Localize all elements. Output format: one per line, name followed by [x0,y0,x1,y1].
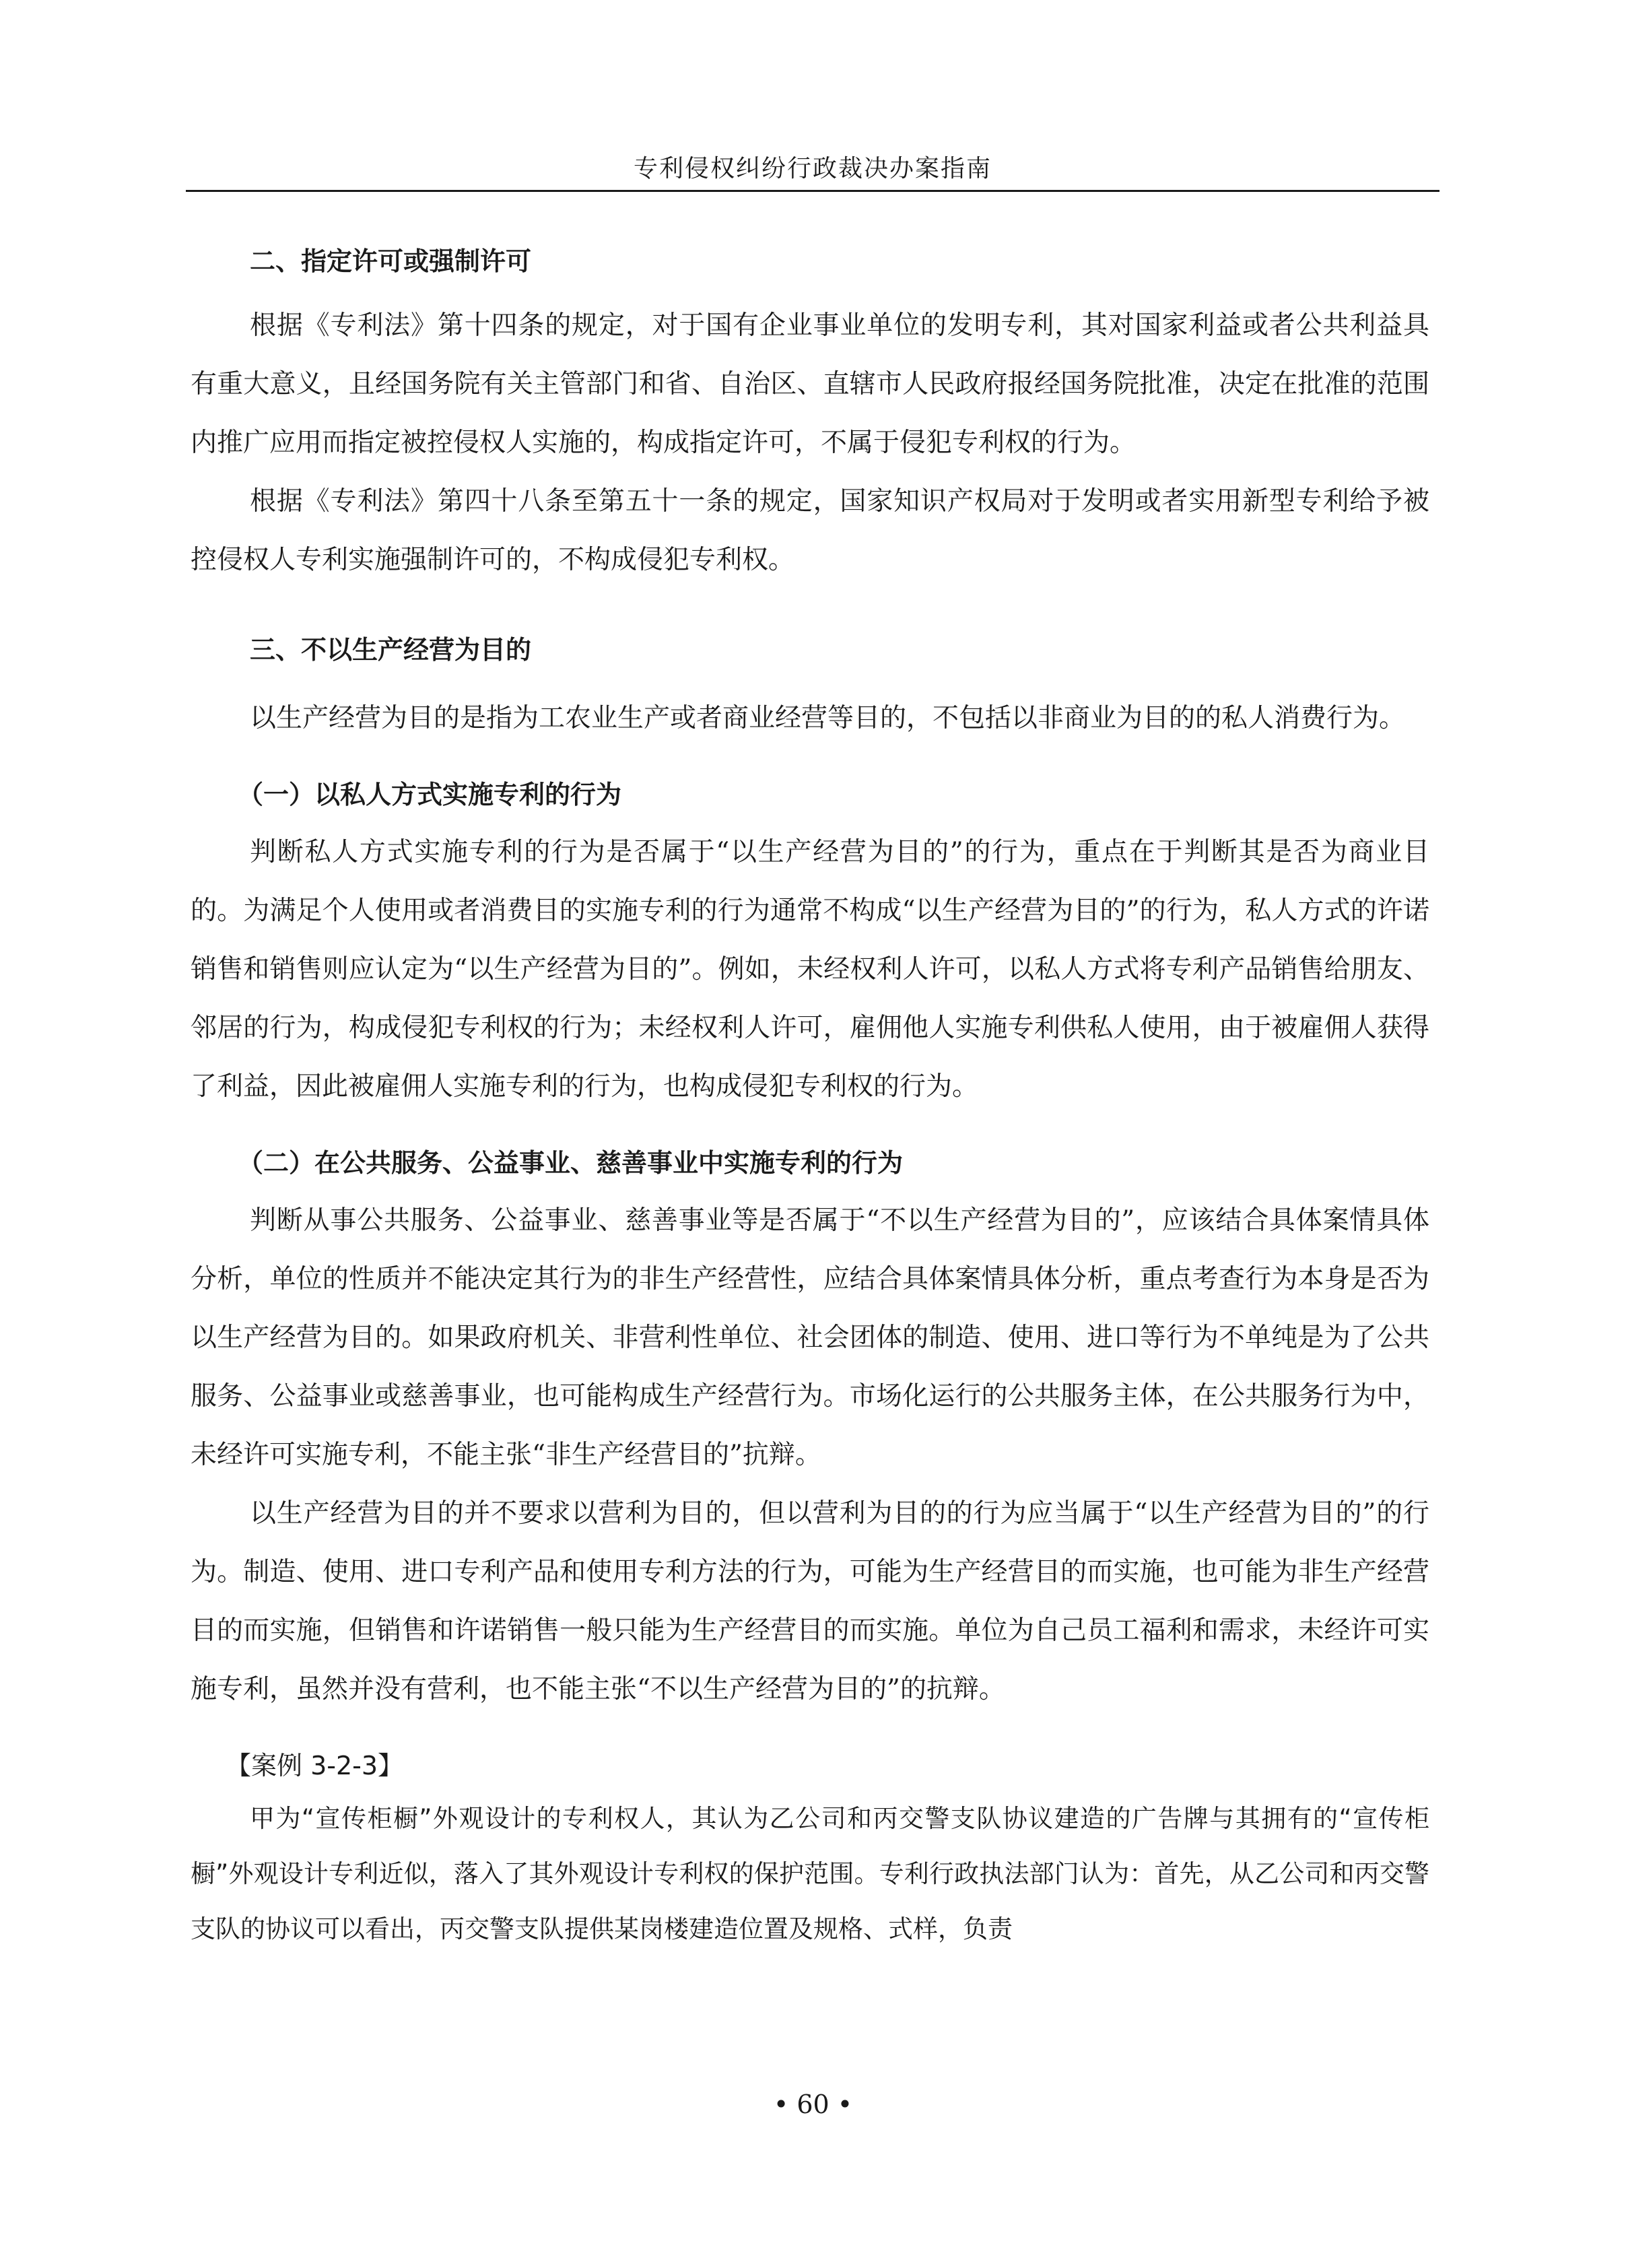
page-body [191,222,1429,1957]
paragraph: 以生产经营为目的并不要求以营利为目的，但以营利为目的的行为应当属于“以生产经营为目的”的行为。制造、使用、进口专利产品和使用专利方法的行为，可能为生产经营目的而实施，也可能为非生产经营目的而实施，但销售和许诺销售一般只能为生产经营目的而实施。单位为自己员工福利和需求，未经许可实施专利，虽然并没有营利，也不能主张“不以生产经营为目的”的抗辩。 [191,1498,1429,1704]
paragraph: 以生产经营为目的是指为工农业生产或者商业经营等目的，不包括以非商业为目的的私人消费行为。 [250,703,1406,733]
case-label: 【案例 3-2-3】 [226,1751,404,1780]
running-header: 专利侵权纠纷行政裁决办案指南 [633,155,992,182]
subsection-heading: （二）在公共服务、公益事业、慈善事业中实施专利的行为 [238,1148,904,1178]
paragraph: 根据《专利法》第四十八条至第五十一条的规定，国家知识产权局对于发明或者实用新型专利给予被控侵权人专利实施强制许可的，不构成侵犯专利权。 [191,486,1429,575]
page-number: • 60 • [773,2090,853,2119]
section-heading: 二、指定许可或强制许可 [250,246,532,276]
case-paragraph: 甲为“宣传柜橱”外观设计的专利权人，其认为乙公司和丙交警支队协议建造的广告牌与其拥有的“宣传柜橱”外观设计专利近似，落入了其外观设计专利权的保护范围。专利行政执法部门认为：首先，从乙公司和丙交警支队的协议可以看出，丙交警支队提供某岗楼建造位置及规格、式样，负责 [191,1804,1429,1943]
paragraph: 判断从事公共服务、公益事业、慈善事业等是否属于“不以生产经营为目的”，应该结合具体案情具体分析，单位的性质并不能决定其行为的非生产经营性，应结合具体案情具体分析，重点考查行为本身是否为以生产经营为目的。如果政府机关、非营利性单位、社会团体的制造、使用、进口等行为不单纯是为了公共服务、公益事业或慈善事业，也可能构成生产经营行为。市场化运行的公共服务主体，在公共服务行为中，未经许可实施专利，不能主张“非生产经营目的”抗辩。 [191,1205,1429,1470]
paragraph: 根据《专利法》第十四条的规定，对于国有企业事业单位的发明专利，其对国家利益或者公共利益具有重大意义，且经国务院有关主管部门和省、自治区、直辖市人民政府报经国务院批准，决定在批准的范围内推广应用而指定被控侵权人实施的，构成指定许可，不属于侵犯专利权的行为。 [191,310,1429,458]
header-rule [186,190,1439,192]
paragraph: 判断私人方式实施专利的行为是否属于“以生产经营为目的”的行为，重点在于判断其是否为商业目的。为满足个人使用或者消费目的实施专利的行为通常不构成“以生产经营为目的”的行为，私人方式的许诺销售和销售则应认定为“以生产经营为目的”。例如，未经权利人许可，以私人方式将专利产品销售给朋友、邻居的行为，构成侵犯专利权的行为；未经权利人许可，雇佣他人实施专利供私人使用，由于被雇佣人获得了利益，因此被雇佣人实施专利的行为，也构成侵犯专利权的行为。 [191,837,1429,1102]
section-heading: 三、不以生产经营为目的 [250,635,532,665]
subsection-heading: （一）以私人方式实施专利的行为 [238,780,622,809]
